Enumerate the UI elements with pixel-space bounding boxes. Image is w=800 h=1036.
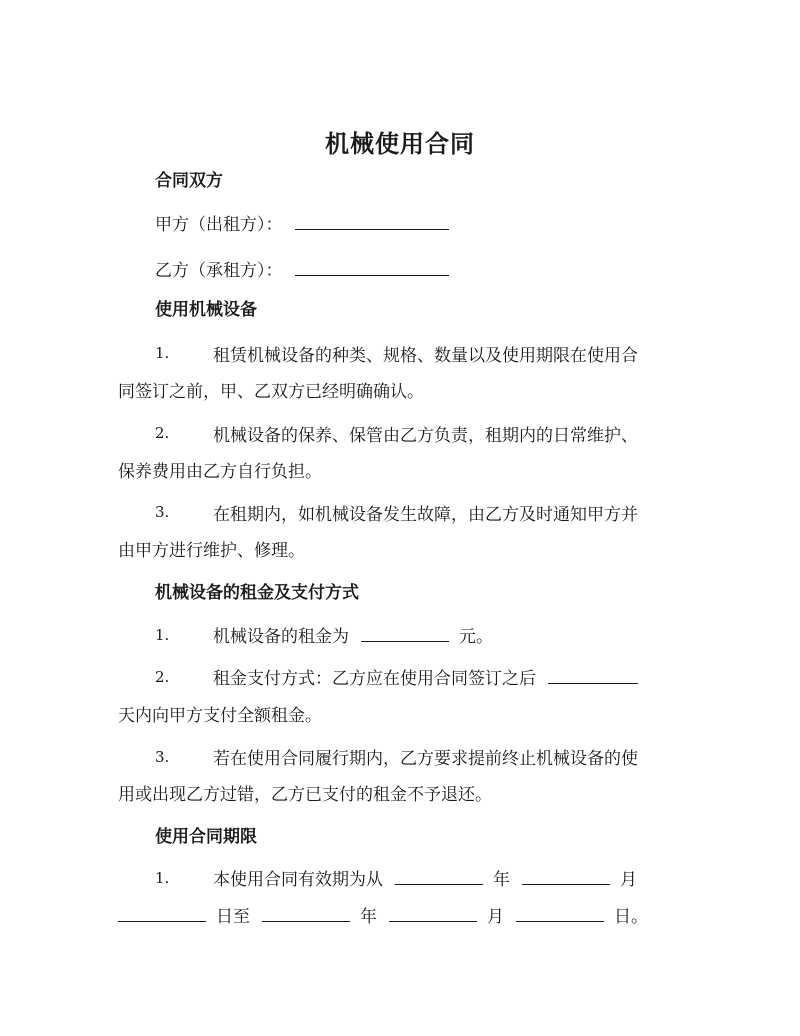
section-heading-term: 使用合同期限: [155, 827, 257, 847]
equipment-item-3-number: 3.: [155, 503, 170, 521]
equipment-item-2-line-1: 机械设备的保养、保管由乙方负责，租期内的日常维护、: [213, 426, 638, 446]
term-item-1-line-2: [118, 902, 648, 927]
section-heading-equipment: 使用机械设备: [155, 300, 257, 320]
rent-item-2-line-1: [213, 664, 638, 689]
rent-amount-prefix: 机械设备的租金为: [213, 627, 349, 647]
party-a-label: 甲方（出租方）：: [155, 215, 283, 235]
rent-item-2-line-2: 天内向甲方支付全额租金。: [118, 706, 322, 726]
term-item-1-line-1: [213, 865, 637, 890]
equipment-item-2-line-2: 保养费用由乙方自行负担。: [118, 462, 322, 482]
rent-item-3-number: 3.: [155, 748, 170, 766]
party-b-line: [155, 256, 449, 281]
term-end-year-blank[interactable]: [262, 904, 350, 922]
term-start-day-blank[interactable]: [118, 904, 206, 922]
term-end-year-label: 年: [360, 907, 377, 927]
term-start-year-label: 年: [493, 870, 510, 890]
rent-payment-prefix: 租金支付方式：乙方应在使用合同签订之后: [213, 669, 536, 689]
section-heading-parties: 合同双方: [155, 171, 223, 191]
party-b-label: 乙方（承租方）：: [155, 261, 283, 281]
rent-item-3-line-2: 用或出现乙方过错，乙方已支付的租金不予退还。: [118, 785, 492, 805]
term-end-day-label: 日。: [614, 907, 648, 927]
term-item-1-number: 1.: [155, 869, 170, 887]
term-end-month-blank[interactable]: [389, 904, 477, 922]
term-start-month-blank[interactable]: [522, 867, 610, 885]
equipment-item-1-number: 1.: [155, 344, 170, 362]
rent-item-1-number: 1.: [155, 626, 170, 644]
equipment-item-1-line-2: 同签订之前，甲、乙双方已经明确确认。: [118, 382, 424, 402]
rent-amount-suffix: 元。: [459, 627, 493, 647]
party-b-blank[interactable]: [295, 258, 449, 276]
rent-item-2-number: 2.: [155, 668, 170, 686]
equipment-item-3-line-1: 在租期内，如机械设备发生故障，由乙方及时通知甲方并: [213, 505, 638, 525]
rent-item-3-line-1: 若在使用合同履行期内，乙方要求提前终止机械设备的使: [213, 749, 638, 769]
rent-amount-blank[interactable]: [361, 624, 449, 642]
term-day-to-label: 日至: [216, 907, 250, 927]
equipment-item-2-number: 2.: [155, 424, 170, 442]
section-heading-rent: 机械设备的租金及支付方式: [155, 583, 359, 603]
party-a-line: [155, 210, 449, 235]
term-end-day-blank[interactable]: [516, 904, 604, 922]
equipment-item-1-line-1: 租赁机械设备的种类、规格、数量以及使用期限在使用合: [213, 346, 638, 366]
party-a-blank[interactable]: [295, 212, 449, 230]
rent-item-1-line: [213, 622, 493, 647]
document-title: 机械使用合同: [325, 129, 475, 158]
term-start-prefix: 本使用合同有效期为从: [213, 870, 383, 890]
term-start-year-blank[interactable]: [395, 867, 483, 885]
term-end-month-label: 月: [487, 907, 504, 927]
term-start-month-label: 月: [620, 870, 637, 890]
rent-payment-days-blank[interactable]: [548, 666, 638, 684]
equipment-item-3-line-2: 由甲方进行维护、修理。: [118, 541, 305, 561]
